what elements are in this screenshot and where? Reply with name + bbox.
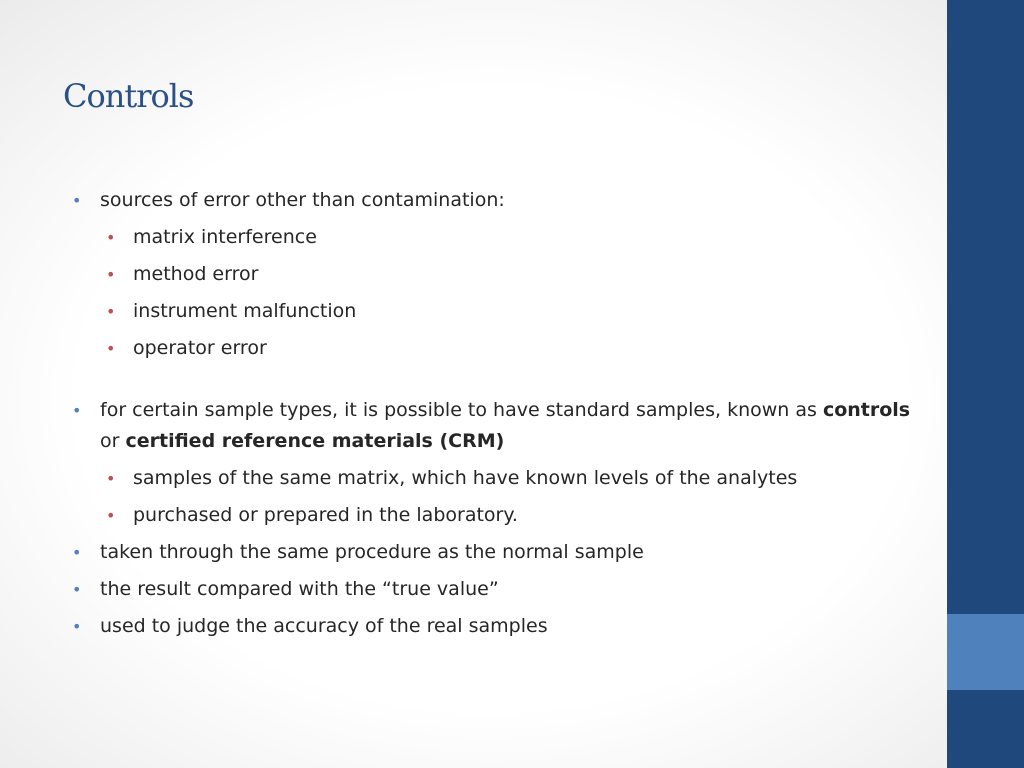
bullet-icon: • (72, 617, 82, 636)
sub-bullet-text: method error (133, 263, 259, 285)
bullet-text-part: for certain sample types, it is possible to have standard samples, known as (100, 399, 823, 421)
bullet-text: the result compared with the “true value” (100, 578, 499, 600)
sub-bullet-text: operator error (133, 337, 267, 359)
sub-bullet-icon: • (106, 302, 116, 321)
sub-bullet-icon: • (106, 265, 116, 284)
bullet-icon: • (72, 401, 82, 420)
bold-term-controls: controls (822, 399, 911, 421)
bullet-icon: • (72, 543, 82, 562)
bold-term-crm: certified reference materials (CRM) (125, 430, 505, 452)
bullet-item (72, 185, 922, 216)
sidebar-accent-block (947, 614, 1024, 690)
bullet-icon: • (72, 191, 82, 210)
sub-bullet-item (72, 296, 922, 327)
sub-bullet-icon: • (106, 228, 116, 247)
sub-bullet-text: purchased or prepared in the laboratory. (133, 504, 518, 526)
sub-bullet-item (72, 500, 922, 531)
bullet-item (72, 537, 922, 568)
bullet-item (72, 611, 922, 642)
sub-bullet-item (72, 463, 922, 494)
bullet-list (72, 185, 922, 648)
sub-bullet-text: instrument malfunction (133, 300, 357, 322)
sub-bullet-icon: • (106, 469, 116, 488)
bullet-text (100, 399, 910, 452)
bullet-item (72, 574, 922, 605)
sub-bullet-text: matrix interference (133, 226, 317, 248)
bullet-text-part: or (100, 430, 126, 452)
sub-bullet-text: samples of the same matrix, which have known levels of the analytes (133, 467, 798, 489)
bullet-text: sources of error other than contamination: (100, 189, 505, 211)
sub-bullet-icon: • (106, 506, 116, 525)
sub-bullet-item (72, 259, 922, 290)
sub-bullet-item (72, 222, 922, 253)
bullet-icon: • (72, 580, 82, 599)
bullet-item (72, 395, 922, 457)
sub-bullet-icon: • (106, 339, 116, 358)
slide-title: Controls (63, 77, 194, 115)
sub-bullet-item (72, 333, 922, 364)
bullet-text: used to judge the accuracy of the real samples (100, 615, 548, 637)
bullet-text: taken through the same procedure as the normal sample (100, 541, 644, 563)
